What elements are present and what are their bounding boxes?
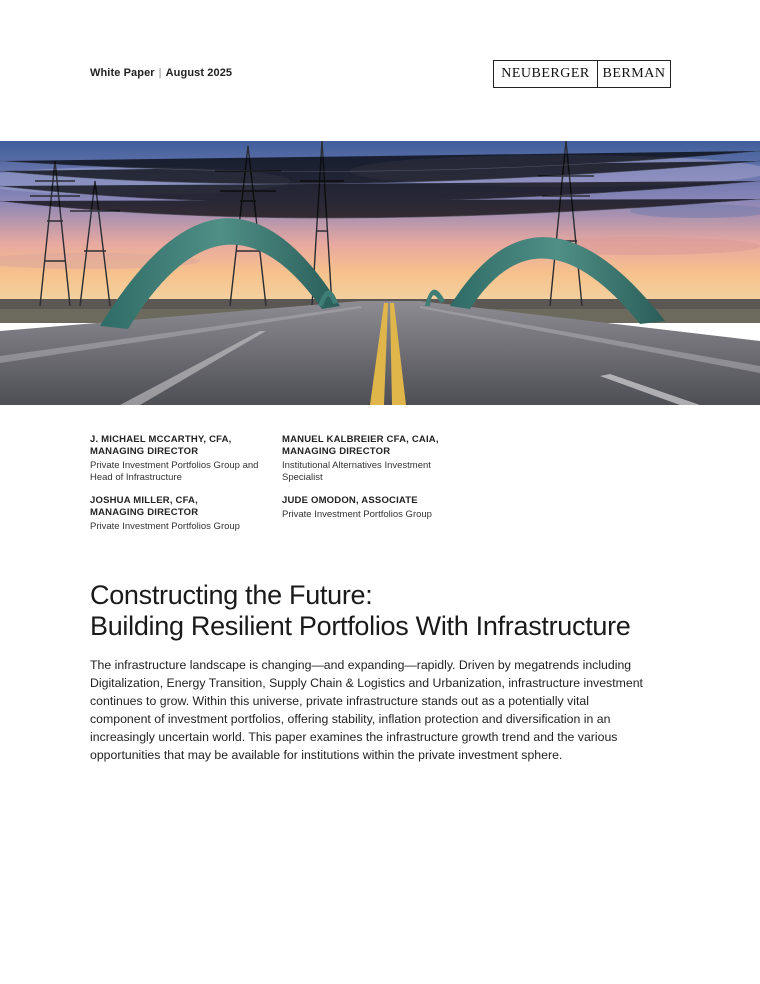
author-name [90,434,275,458]
author-mccarthy [90,434,275,484]
neuberger-berman-logo [493,60,671,88]
bridge-road-sunset-image [0,141,760,405]
document-type-date [90,67,232,79]
logo-word-neuberger: NEUBERGER [494,61,598,87]
title-line-2: Building Resilient Portfolios With Infrastructure [90,611,631,641]
author-name-line: J. MICHAEL MCCARTHY, CFA, [90,434,232,445]
page-title [90,580,710,642]
author-role [90,460,275,484]
doc-type: White Paper [90,67,155,79]
author-miller [90,495,275,533]
header-separator: | [158,67,162,79]
author-name-line: MANUEL KALBREIER CFA, CAIA, [282,434,439,445]
doc-date: August 2025 [165,67,233,79]
logo-word-berman: BERMAN [602,66,666,81]
author-name [282,434,467,458]
author-name [282,495,467,507]
abstract-paragraph: The infrastructure landscape is changing—and expanding—rapidly. Driven by megatrends including Digitalization, Energy Transition, Supply Chain & Logistics and Urbanization, infrastructure investment continues to grow. Within this universe, private infrastructure stands out as a potentially vital component of investment portfolios, offering stability, inflation protection and diversification in an increasingly uncertain world. This paper examines the infrastructure growth trend and the various opportunities that may be available for institutions within the private investment sphere. [90,658,643,763]
author-name-line: JUDE OMODON, ASSOCIATE [282,495,418,506]
author-kalbreier [282,434,467,484]
author-title-line: MANAGING DIRECTOR [90,507,199,518]
author-role-line: Private Investment Portfolios Group and [90,460,259,471]
author-role-line: Institutional Alternatives Investment [282,460,431,471]
author-role-line: Head of Infrastructure [90,472,182,483]
author-title-line: MANAGING DIRECTOR [282,446,391,457]
author-omodon [282,495,467,521]
author-name-line: JOSHUA MILLER, CFA, [90,495,198,506]
author-role [90,521,275,533]
author-role-line: Private Investment Portfolios Group [90,521,240,532]
author-role-line: Private Investment Portfolios Group [282,509,432,520]
title-line-1: Constructing the Future: [90,580,373,610]
author-role-line: Specialist [282,472,323,483]
hero-image [0,141,760,405]
author-title-line: MANAGING DIRECTOR [90,446,199,457]
author-role [282,509,467,521]
author-role [282,460,467,484]
author-name [90,495,275,519]
